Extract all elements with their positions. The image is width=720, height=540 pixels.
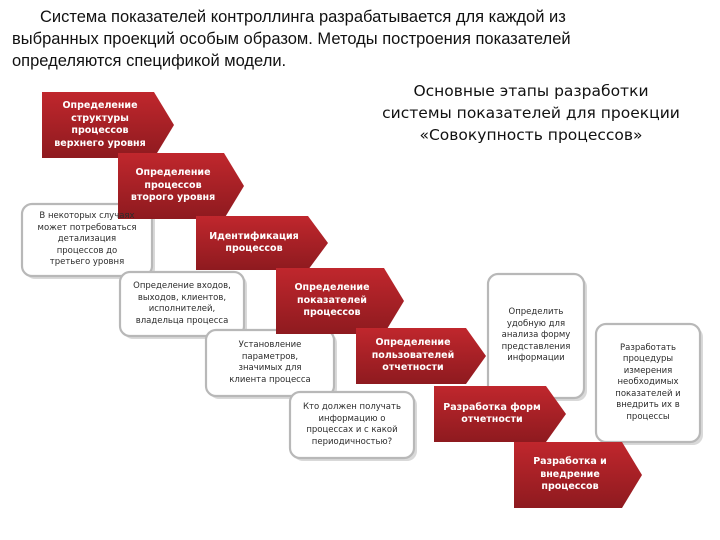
intro-line-3: определяются спецификой модели. [12, 52, 287, 70]
note-text-3: Установление параметров, значимых для клиента процесса [229, 340, 311, 385]
step-label-4: Определение показателей процессов [294, 282, 370, 319]
intro-line-1: Система показателей контроллинга разрабатывается для каждой из [40, 8, 566, 26]
step-label-7: Разработка и внедрение процессов [533, 456, 607, 493]
step-label-6: Разработка форм отчетности [443, 401, 541, 425]
step-label-5: Определение пользователей отчетности [371, 337, 455, 374]
note-text-5: Определить удобную для анализа форму представления информации [501, 307, 571, 364]
heading-line-3: «Совокупность процессов» [419, 126, 643, 144]
step-label-1: Определение структуры процессов верхнего уровня [54, 100, 146, 149]
step-label-2: Определение процессов второго уровня [130, 167, 216, 204]
heading-line-2: системы показателей для проекции [382, 104, 680, 122]
note-text-1: В некоторых случаях может потребоваться детализация процессов до третьего уровня [37, 211, 137, 268]
intro-line-2: выбранных проекций особым образом. Методы построения показателей [12, 30, 571, 48]
heading-line-1: Основные этапы разработки [413, 82, 649, 100]
note-text-2: Определение входов, выходов, клиентов, исполнителей, владельца процесса [133, 281, 231, 326]
note-text-6: Разработать процедуры измерения необходимых показателей и внедрить их в процессы [615, 342, 681, 422]
step-label-3: Идентификация процессов [209, 230, 299, 254]
note-text-4: Кто должен получать информацию о процессах и с какой периодичностью? [303, 402, 401, 447]
